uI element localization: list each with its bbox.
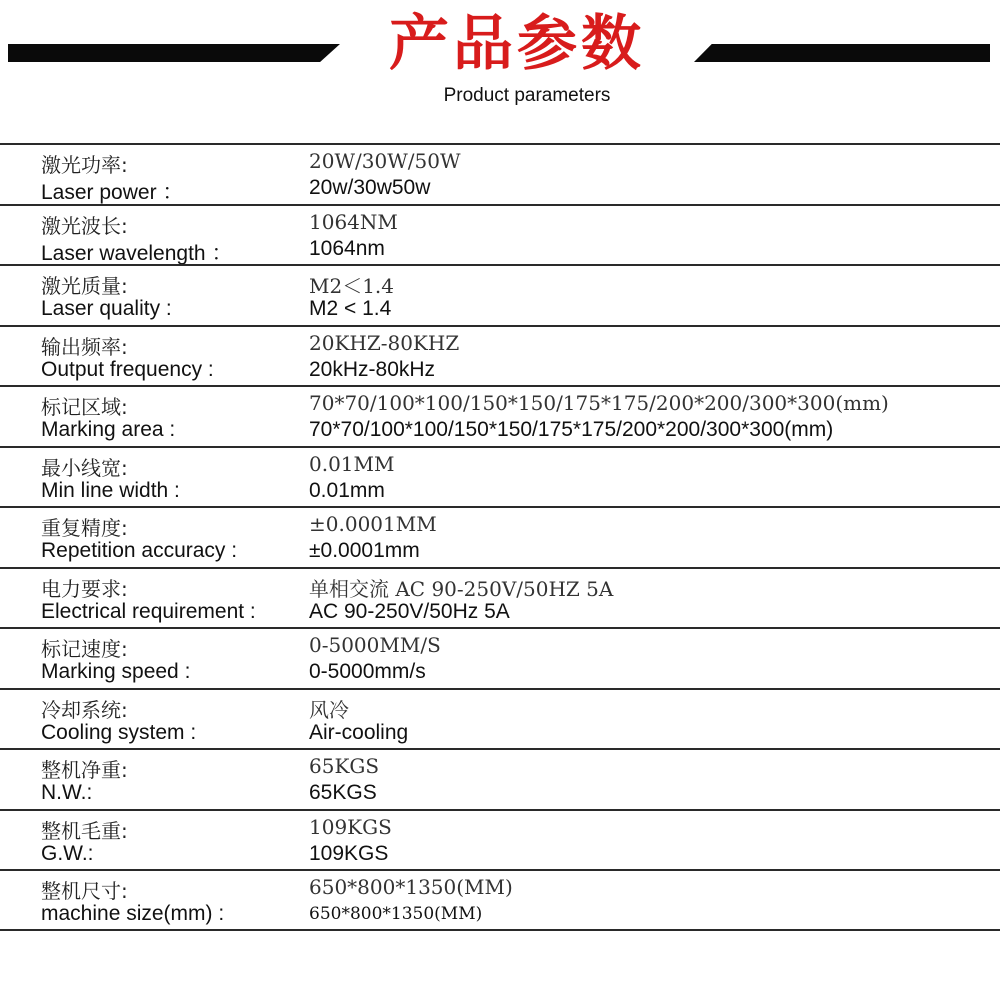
spec-value-en: 20w/30w50w (309, 176, 431, 199)
spec-label-cn: 最小线宽: (41, 455, 128, 480)
spec-value-cn: 109KGS (309, 814, 392, 839)
spec-label-en: Laser wavelength ： (41, 241, 233, 265)
header (0, 0, 1000, 120)
page-title-english: Product parameters (443, 85, 611, 106)
spec-label-en: G.W.: (41, 841, 94, 865)
spec-value-en: ±0.0001mm (309, 539, 420, 562)
spec-value-en: 1064nm (309, 236, 385, 260)
spec-value-en: AC 90-250V/50Hz 5A (309, 599, 510, 623)
spec-row-marking-area (0, 385, 1000, 446)
spec-label-cn: 重复精度: (41, 516, 128, 540)
spec-label-cn: 冷却系统: (41, 697, 128, 722)
spec-label-cn: 标记速度: (41, 637, 128, 661)
spec-label-en: Marking area : (41, 418, 176, 441)
spec-label-en: Min line width : (41, 478, 180, 502)
spec-row-gross-weight (0, 809, 1000, 870)
spec-row-laser-power (0, 143, 1000, 204)
spec-value-en: 0-5000mm/s (309, 660, 426, 683)
spec-value-cn: 单相交流 AC 90-250V/50HZ 5A (309, 576, 614, 601)
spec-label-en: Laser quality : (41, 297, 172, 320)
spec-label-en: Electrical requirement : (41, 599, 256, 623)
spec-label-en: Marking speed : (41, 660, 191, 683)
spec-value-en: 109KGS (309, 841, 389, 865)
spec-value-en: M2 < 1.4 (309, 297, 392, 320)
spec-label-cn: 激光功率: (41, 153, 128, 177)
spec-value-cn: 1064NM (309, 209, 398, 234)
spec-row-machine-size (0, 869, 1000, 931)
spec-label-en: Output frequency : (41, 357, 214, 381)
spec-value-cn: 20W/30W/50W (309, 149, 461, 173)
spec-label-en: machine size(mm) : (41, 902, 225, 925)
spec-label-cn: 整机尺寸: (41, 879, 128, 903)
spec-row-min-line-width (0, 446, 1000, 507)
spec-row-output-frequency (0, 325, 1000, 386)
spec-row-repetition-accuracy (0, 506, 1000, 567)
spec-label-cn: 标记区域: (41, 395, 128, 419)
spec-label-cn: 激光波长: (41, 213, 128, 238)
spec-value-cn: 650*800*1350(MM) (309, 875, 513, 899)
specification-table (0, 143, 1000, 931)
spec-value-cn: 65KGS (309, 754, 380, 778)
page-title-chinese: 产品参数 (389, 9, 645, 79)
spec-row-cooling-system (0, 688, 1000, 749)
spec-label-cn: 整机净重: (41, 758, 128, 782)
spec-row-electrical-requirement (0, 567, 1000, 628)
spec-row-laser-wavelength (0, 204, 1000, 265)
spec-label-en: Repetition accuracy : (41, 539, 238, 562)
spec-value-cn: 0-5000MM/S (309, 633, 441, 657)
spec-value-en: 650*800*1350(MM) (309, 904, 483, 924)
spec-value-en: 0.01mm (309, 478, 385, 502)
spec-label-en: Cooling system : (41, 720, 197, 744)
spec-value-en: 20kHz-80kHz (309, 357, 436, 381)
spec-row-marking-speed (0, 627, 1000, 688)
spec-value-en: 65KGS (309, 781, 377, 804)
spec-value-cn: 0.01MM (309, 451, 395, 476)
spec-row-net-weight (0, 748, 1000, 809)
spec-label-en: Laser power ： (41, 181, 184, 204)
spec-value-cn: 20KHZ-80KHZ (309, 330, 460, 355)
spec-value-cn: 70*70/100*100/150*150/175*175/200*200/300*300(mm) (309, 391, 889, 415)
spec-label-en: N.W.: (41, 781, 93, 804)
spec-label-cn: 激光质量: (41, 274, 128, 298)
spec-label-cn: 电力要求: (41, 576, 128, 601)
spec-label-cn: 整机毛重: (41, 818, 128, 843)
spec-label-cn: 输出频率: (41, 334, 128, 359)
spec-row-laser-quality (0, 264, 1000, 325)
spec-value-en: Air-cooling (309, 720, 409, 744)
spec-value-en: 70*70/100*100/150*150/175*175/200*200/300*300(mm) (309, 418, 834, 441)
decorative-bar-left (8, 44, 340, 62)
spec-value-cn: M2＜1.4 (309, 274, 395, 298)
spec-value-cn: 风冷 (309, 697, 349, 722)
decorative-bar-right (694, 44, 990, 62)
spec-value-cn: ±0.0001MM (309, 512, 437, 536)
